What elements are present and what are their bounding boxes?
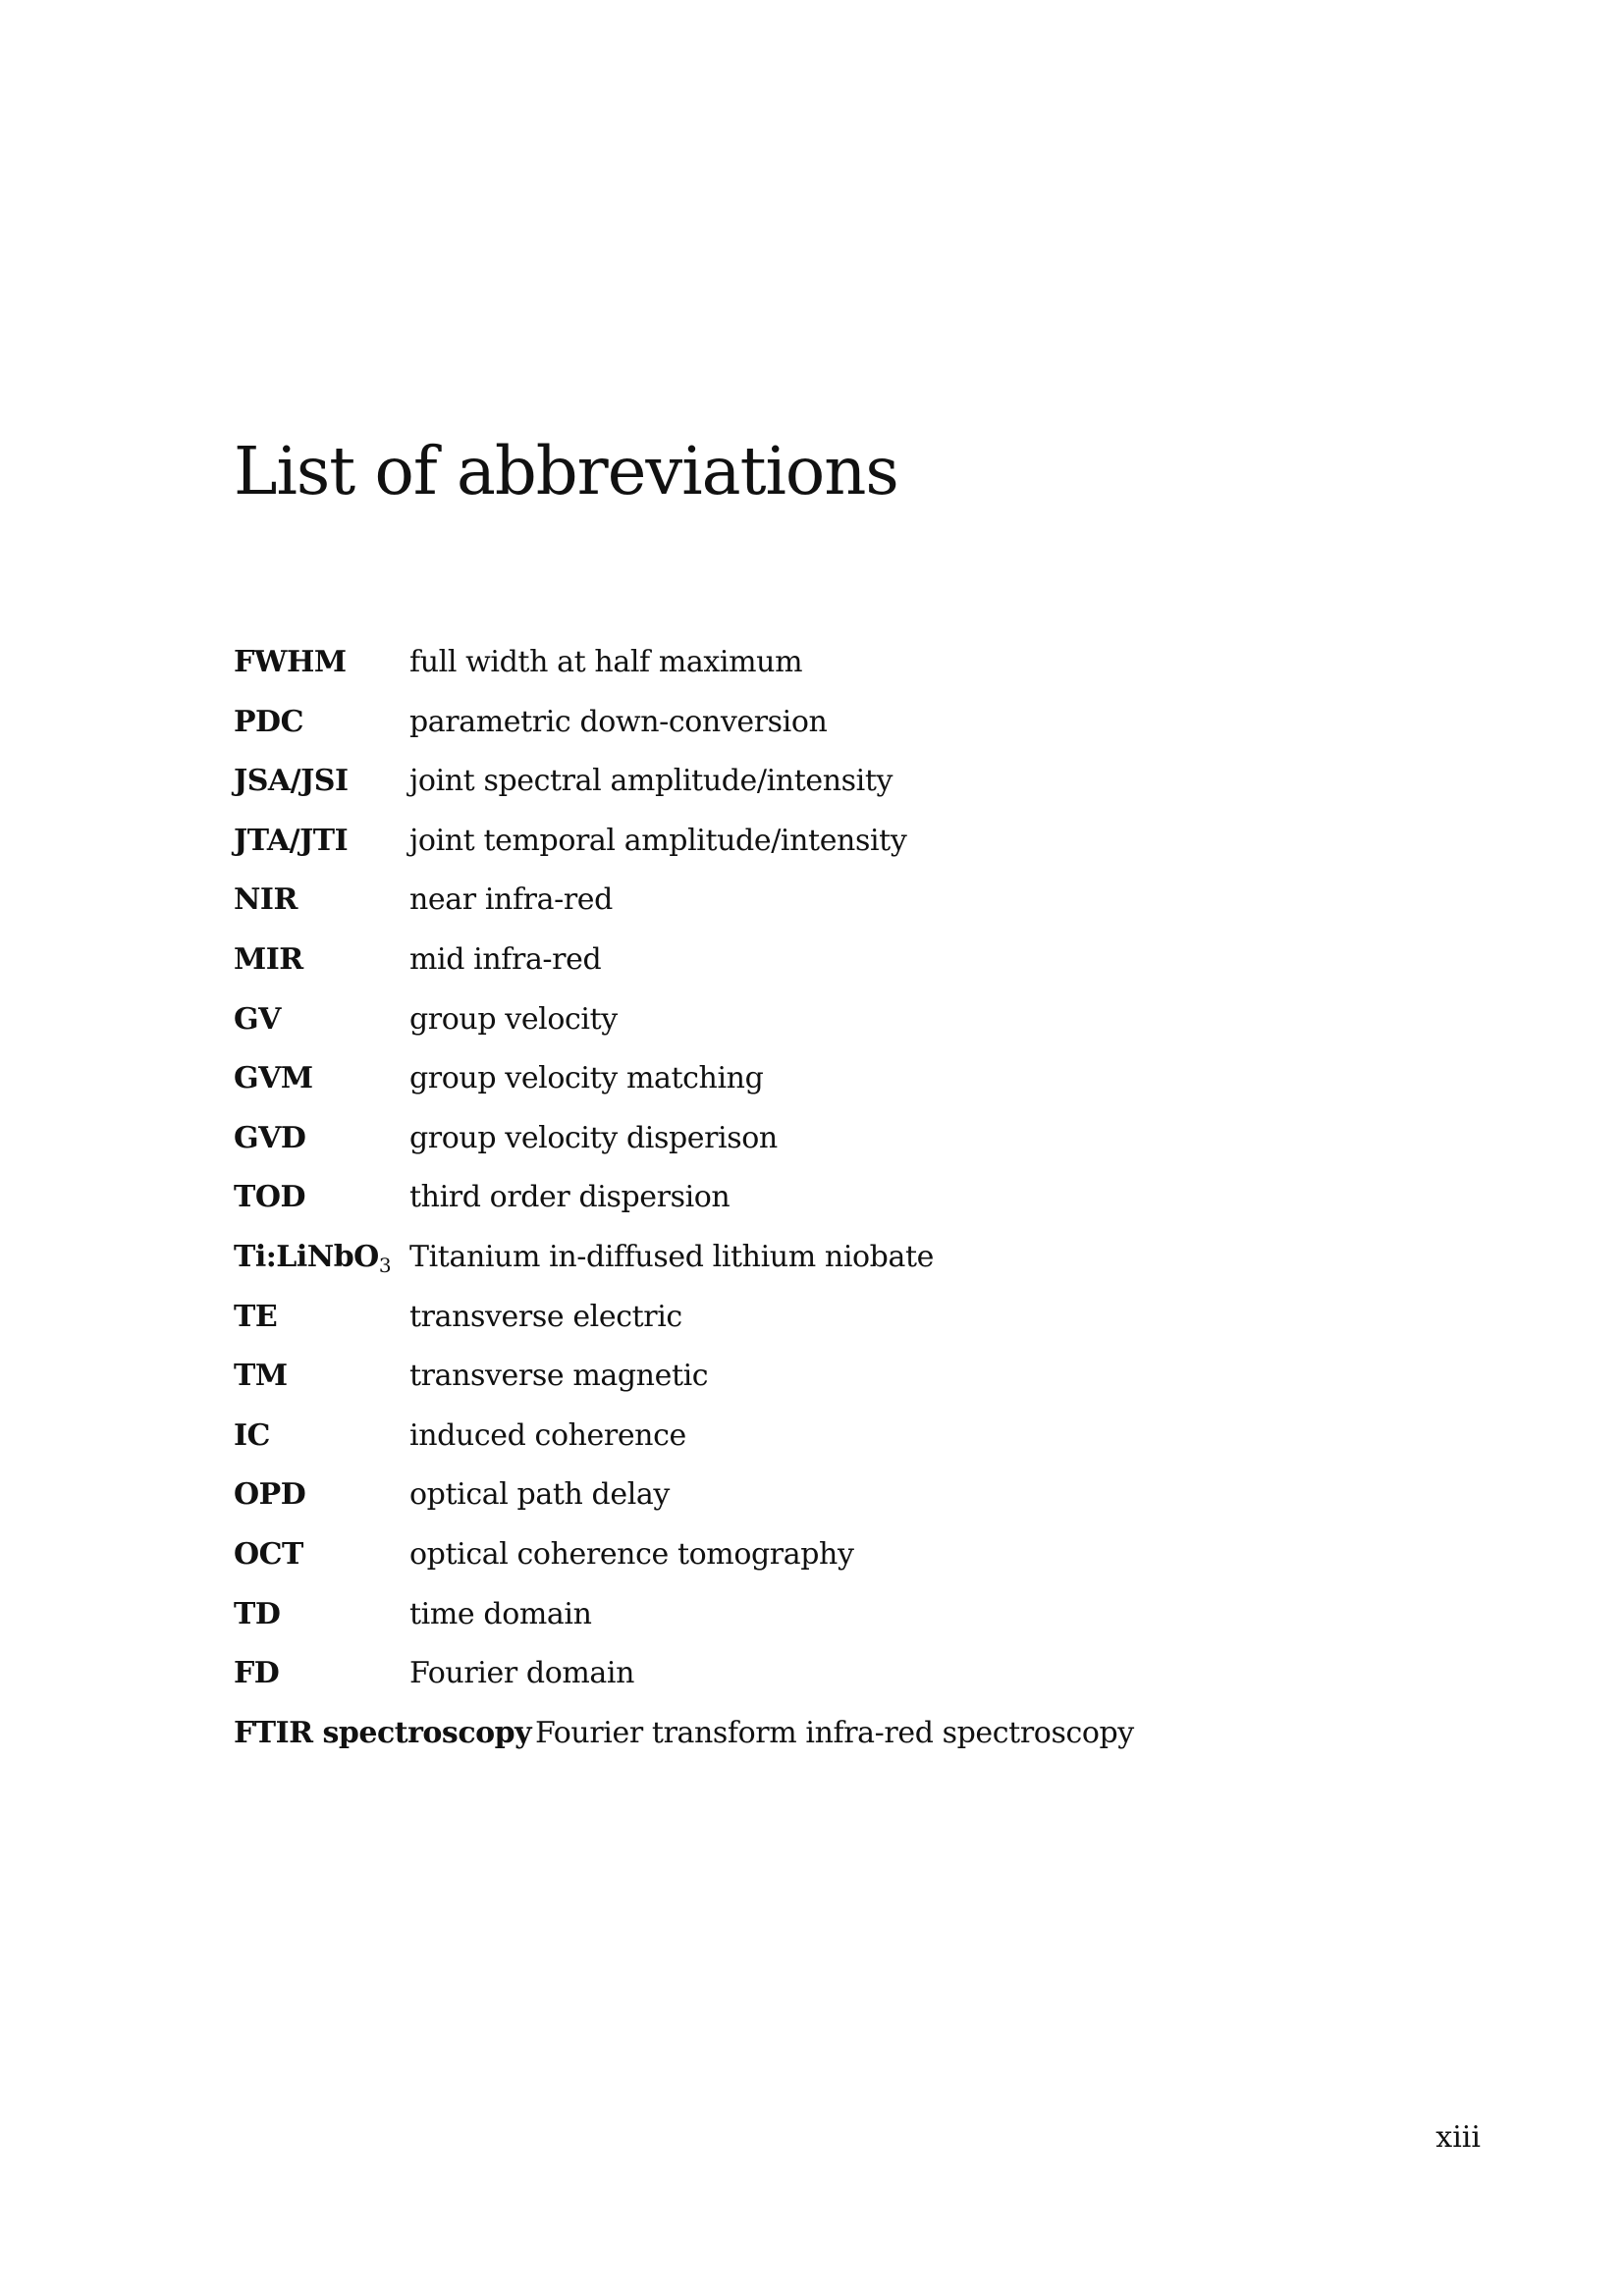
abbreviation-term: MIR <box>234 941 303 977</box>
abbreviation-description: parametric down-conversion <box>409 704 828 739</box>
abbreviation-row <box>234 1119 1461 1179</box>
abbreviation-description: joint spectral amplitude/intensity <box>409 764 893 799</box>
abbreviation-row <box>234 881 1461 940</box>
page-number: xiii <box>1435 2120 1481 2155</box>
abbreviation-term: TD <box>234 1596 281 1631</box>
abbreviation-term: FD <box>234 1656 280 1691</box>
abbreviation-term-subscript: 3 <box>378 1253 392 1277</box>
abbreviation-description: full width at half maximum <box>409 645 803 679</box>
abbreviation-row <box>234 1714 1461 1774</box>
abbreviation-row <box>234 703 1461 763</box>
abbreviation-term: NIR <box>234 882 298 918</box>
abbreviation-term-main: Ti:LiNbO <box>234 1239 379 1274</box>
abbreviation-description: time domain <box>409 1596 592 1631</box>
abbreviation-term: PDC <box>234 704 303 739</box>
abbreviation-description: group velocity matching <box>409 1061 764 1096</box>
abbreviation-term: FWHM <box>234 645 347 679</box>
abbreviation-term: TE <box>234 1299 278 1334</box>
abbreviation-term: JSA/JSI <box>234 764 349 799</box>
abbreviation-description: transverse electric <box>409 1299 682 1334</box>
page-title: List of abbreviations <box>234 433 898 509</box>
abbreviation-term: GVD <box>234 1120 306 1155</box>
abbreviation-row <box>234 1416 1461 1476</box>
abbreviation-description: Fourier domain <box>409 1656 635 1691</box>
abbreviation-term: IC <box>234 1417 270 1453</box>
abbreviation-term: TOD <box>234 1180 305 1215</box>
abbreviation-description: optical coherence tomography <box>409 1536 854 1572</box>
abbreviation-description: near infra-red <box>409 882 613 918</box>
abbreviation-row <box>234 1654 1461 1714</box>
abbreviation-row <box>234 1178 1461 1238</box>
abbreviation-list <box>234 643 1461 1773</box>
abbreviation-row <box>234 822 1461 881</box>
abbreviation-description: group velocity <box>409 1001 618 1037</box>
abbreviation-row <box>234 1238 1461 1298</box>
abbreviation-description: mid infra-red <box>409 941 602 977</box>
abbreviation-description: transverse magnetic <box>409 1359 709 1394</box>
abbreviation-row <box>234 1357 1461 1416</box>
abbreviation-term <box>234 1238 391 1277</box>
abbreviation-row <box>234 1298 1461 1358</box>
abbreviation-term: GVM <box>234 1061 313 1096</box>
abbreviation-row <box>234 762 1461 822</box>
abbreviation-term: FTIR spectroscopy <box>234 1715 531 1750</box>
abbreviation-description: joint temporal amplitude/intensity <box>409 823 907 858</box>
abbreviation-term: GV <box>234 1001 281 1037</box>
abbreviation-term: JTA/JTI <box>234 823 349 858</box>
abbreviation-row <box>234 1059 1461 1119</box>
abbreviation-row <box>234 1595 1461 1655</box>
abbreviation-term: OCT <box>234 1536 303 1572</box>
abbreviation-description: third order dispersion <box>409 1180 731 1215</box>
abbreviation-row <box>234 940 1461 1000</box>
abbreviation-row <box>234 643 1461 703</box>
abbreviation-term: TM <box>234 1359 288 1394</box>
abbreviation-description: Fourier transform infra-red spectroscopy <box>535 1715 1134 1750</box>
abbreviation-row <box>234 1535 1461 1595</box>
abbreviation-term: OPD <box>234 1477 306 1513</box>
abbreviation-description: induced coherence <box>409 1417 686 1453</box>
abbreviation-row <box>234 1000 1461 1060</box>
abbreviation-description: group velocity disperison <box>409 1120 778 1155</box>
abbreviation-row <box>234 1475 1461 1535</box>
abbreviation-description: optical path delay <box>409 1477 670 1513</box>
abbreviation-description: Titanium in-diffused lithium niobate <box>409 1239 934 1274</box>
